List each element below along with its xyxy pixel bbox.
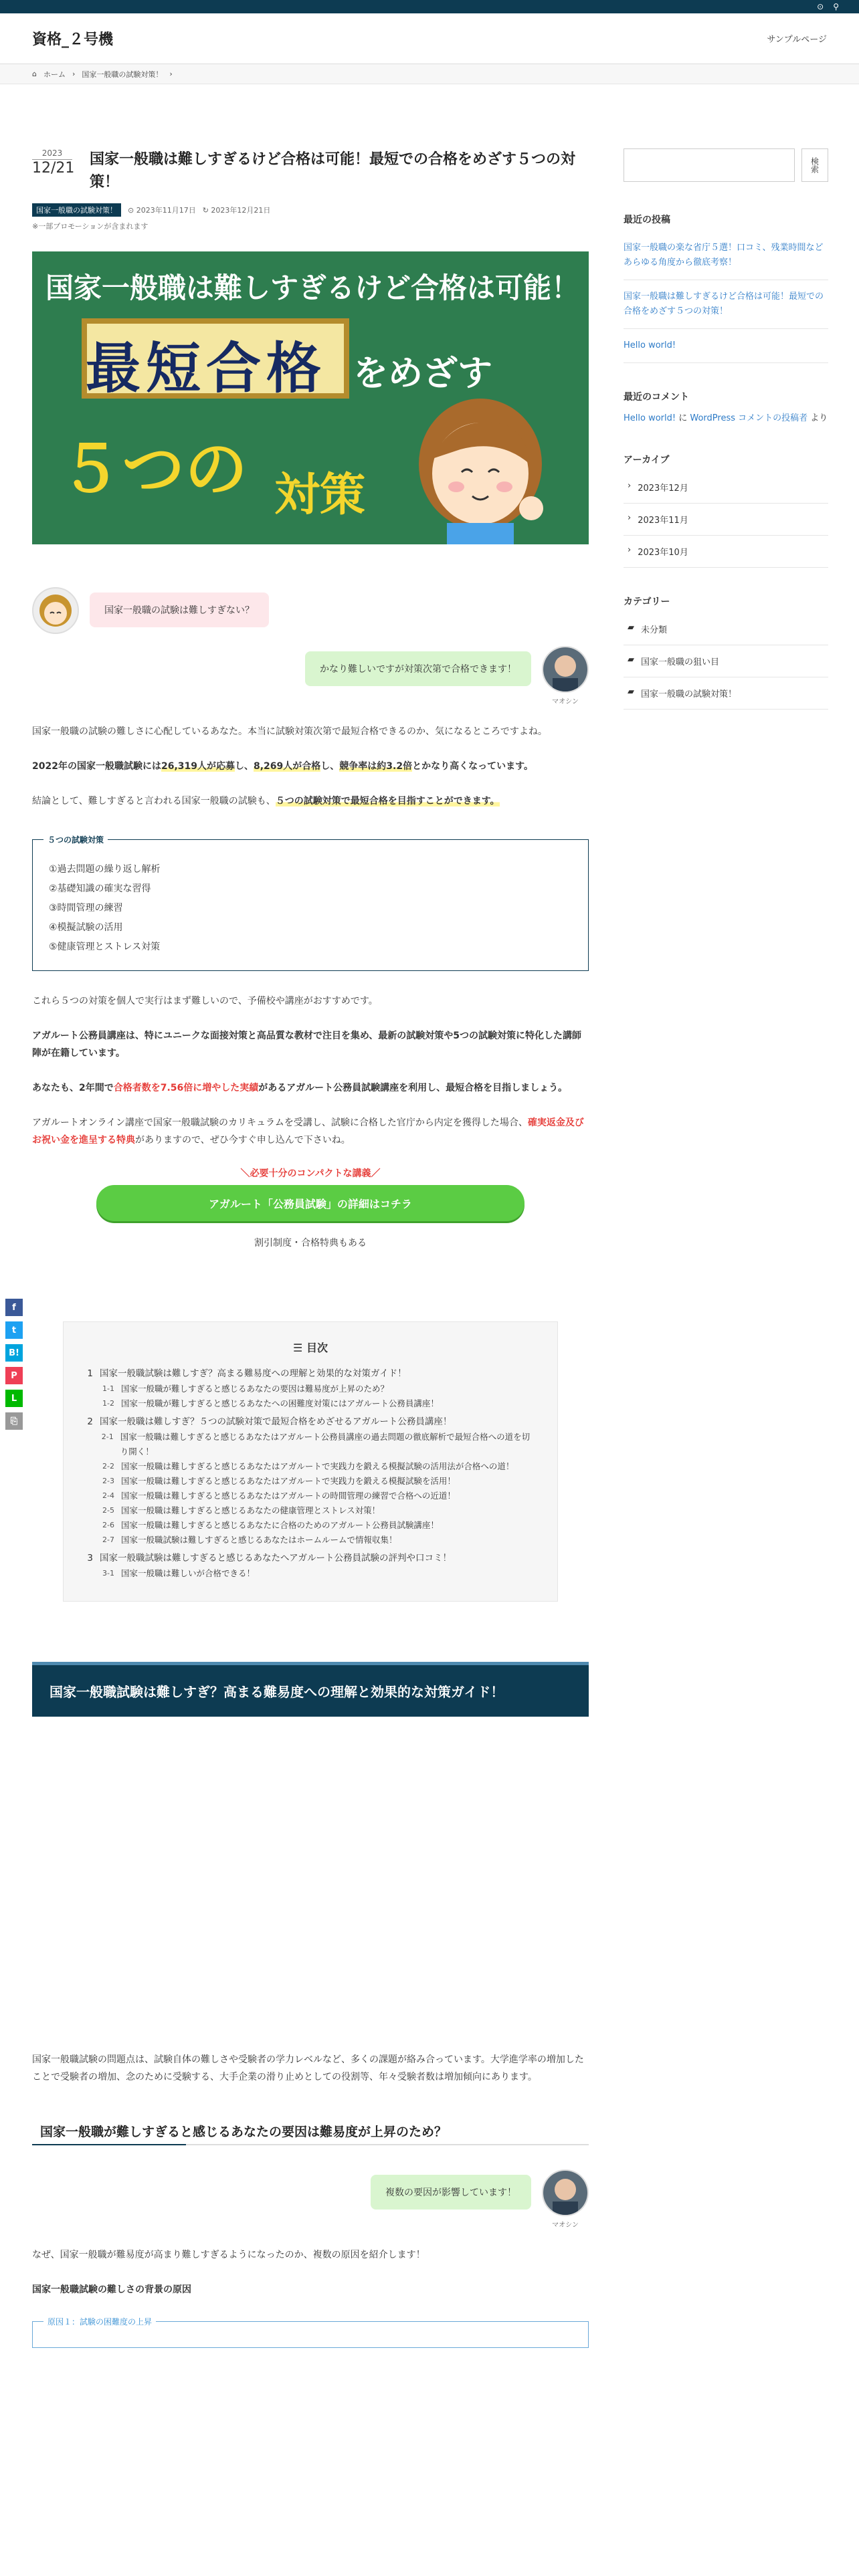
search-widget	[624, 148, 828, 182]
intro-paragraph-1: 国家一般職の試験の難しさに心配しているあなた。本当に試験対策次第で最短合格できるのか、気になるところですよね。	[32, 726, 547, 737]
toc-link[interactable]: 国家一般職試験は難しすぎ？高まる難易度への理解と効果的な対策ガイド！	[100, 1368, 407, 1379]
dialog-answer	[32, 646, 589, 706]
post-date-year: 2023	[41, 148, 63, 158]
toc-number: 2-4	[102, 1491, 114, 1500]
folder-icon: ▰	[628, 623, 634, 633]
recent-post-link[interactable]: Hello world!	[624, 329, 828, 363]
highlight-applicants: 26,319人が応募	[161, 761, 235, 772]
toc-number: 2-7	[102, 1535, 114, 1544]
category-list	[624, 613, 828, 710]
toc-subitem[interactable]	[100, 1533, 537, 1547]
text-segment: がありますので、ぜひ今すぐ申し込んで下さいね。	[135, 1135, 351, 1146]
body-paragraph-5: アガルート公務員講座は、特にユニークな面接対策と高品質な教材で注目を集め、最新の試験対策や5つの試験対策に特化した講師陣が在籍しています。	[32, 1031, 582, 1059]
chevron-right-icon: ›	[628, 513, 632, 523]
intro-paragraph-3	[32, 792, 589, 810]
category-item[interactable]	[624, 645, 828, 677]
bubble-question: 国家一般職の試験は難しすぎない？	[90, 593, 269, 627]
hero-line-2: 最短合格	[86, 337, 327, 401]
toc-link[interactable]: 国家一般職は難しすぎると感じるあなたの健康管理とストレス対策！	[121, 1505, 381, 1515]
nav-item-sample-page[interactable]: サンプルページ	[767, 35, 827, 45]
body-paragraph-7	[32, 1114, 589, 1149]
body-paragraph-6	[32, 1079, 589, 1097]
text-segment: し、	[235, 761, 254, 772]
section-heading: 国家一般職試験は難しすぎ？高まる難易度への理解と効果的な対策ガイド！	[32, 1662, 589, 1717]
archive-label[interactable]: 2023年10月	[638, 548, 688, 558]
post-date	[32, 148, 75, 177]
copy-icon[interactable]: ⎘	[5, 1412, 23, 1430]
toc-subitem[interactable]	[100, 1430, 537, 1459]
ad-space	[32, 1717, 589, 2051]
cta-note: ＼必要十分のコンパクトな講義／	[240, 1168, 381, 1179]
archive-label[interactable]: 2023年11月	[638, 516, 688, 526]
breadcrumb-category[interactable]: 国家一般職の試験対策！	[82, 70, 163, 79]
post-header	[32, 148, 589, 194]
comment-post-link[interactable]: Hello world!	[624, 413, 676, 423]
toc-number: 2-3	[102, 1477, 114, 1485]
toc-subitem[interactable]	[100, 1396, 537, 1411]
cta-button[interactable]: アガルート「公務員試験」の詳細はコチラ	[96, 1185, 524, 1221]
measure-item: ⑤健康管理とストレス対策	[49, 942, 161, 952]
avatar-man	[542, 2169, 589, 2216]
highlight-conclusion: ５つの試験対策で最短合格を目指すことができます。	[275, 796, 500, 807]
recent-post-link[interactable]: 国家一般職は難しすぎるけど合格は可能！最短での合格をめざす５つの対策！	[624, 280, 828, 329]
facebook-icon[interactable]: f	[5, 1299, 23, 1316]
hero-line-4: 対策	[274, 469, 366, 522]
toc-subitem[interactable]	[100, 1489, 537, 1503]
breadcrumb	[0, 64, 859, 84]
toc-link[interactable]: 国家一般職は難しすぎると感じるあなたはアガルート公務員講座の過去問題の徹底解析で最短合格への道を切り開く！	[120, 1432, 531, 1457]
toc-number: 2-5	[102, 1506, 114, 1515]
avatar-author	[542, 2169, 589, 2229]
chevron-right-icon: ›	[628, 481, 632, 491]
post-category-badge[interactable]: 国家一般職の試験対策！	[32, 203, 121, 217]
archive-item[interactable]	[624, 536, 828, 568]
toc-subitem[interactable]	[100, 1459, 537, 1474]
folder-icon: ▰	[628, 655, 634, 665]
text-segment: に	[676, 413, 690, 423]
site-header	[0, 13, 859, 64]
bubble-answer: かなり難しいですが対策次第で合格できます！	[305, 651, 531, 686]
measure-item: ③時間管理の練習	[49, 903, 123, 914]
dialog-reason	[32, 2169, 589, 2229]
archive-item[interactable]	[624, 471, 828, 504]
chevron-right-icon: ›	[628, 545, 632, 555]
post-meta	[32, 203, 589, 217]
avatar-man	[542, 646, 589, 693]
toc-number: 3-1	[102, 1569, 114, 1578]
hatena-icon[interactable]: B!	[5, 1344, 23, 1362]
archive-label[interactable]: 2023年12月	[638, 484, 688, 494]
measures-box	[32, 835, 589, 971]
post-updated-date: ↻ 2023年12月21日	[202, 206, 271, 215]
highlight-achievement: 合格者数を7.56倍に増やした実績	[113, 1083, 259, 1093]
text-segment: より	[807, 413, 828, 423]
author-name: マオシン	[552, 2222, 579, 2229]
category-label[interactable]: 国家一般職の狙い目	[641, 657, 720, 667]
avatar-author	[542, 646, 589, 706]
toc-number: 2-6	[102, 1521, 114, 1529]
archive-title: アーカイブ	[624, 455, 670, 465]
toc-item[interactable]	[84, 1550, 537, 1566]
toc-link[interactable]: 国家一般職は難しすぎると感じるあなたはアガルートで実践力を鍛える模擬試験を活用！	[121, 1476, 456, 1486]
toc-link[interactable]: 国家一般職は難しすぎると感じるあなたはアガルートの時間管理の練習で合格への近道！	[121, 1491, 456, 1501]
highlight-passers: 8,269人が合格	[254, 761, 321, 772]
cta-subtext: 割引制度・合格特典もある	[254, 1238, 367, 1249]
toc-link[interactable]: 国家一般職試験は難しすぎると感じるあなたはホームルームで情報収集！	[121, 1535, 397, 1545]
table-of-contents	[63, 1321, 558, 1602]
category-item[interactable]	[624, 677, 828, 710]
post-title: 国家一般職は難しすぎるけど合格は可能！最短での合格をめざす５つの対策！	[90, 151, 576, 191]
text-segment: があるアガルート公務員試験講座を利用し、最短合格を目指しましょう。	[258, 1083, 568, 1093]
archive-list	[624, 471, 828, 568]
category-label[interactable]: 国家一般職の試験対策！	[641, 689, 737, 700]
avatar-woman	[32, 587, 79, 634]
search-button[interactable]: 検索	[801, 148, 828, 182]
toc-link[interactable]: 国家一般職試験は難しすぎると感じるあなたへアガルート公務員試験の評判や口コミ！	[100, 1553, 452, 1564]
comment-author-link[interactable]: WordPress コメントの投稿者	[690, 413, 808, 423]
intro-paragraph-2	[32, 758, 589, 775]
toc-title: ☰ 目次	[293, 1341, 328, 1354]
toc-subitem[interactable]	[100, 1503, 537, 1518]
toc-number: 1-1	[102, 1384, 114, 1393]
recent-post-link[interactable]: 国家一般職の楽な省庁５選！口コミ、残業時間などあらゆる角度から徹底考察！	[624, 231, 828, 280]
text-segment: アガルートオンライン講座で国家一般職試験のカリキュラムを受講し、試験に合格した官庁から内定を獲得した場合、	[32, 1117, 528, 1128]
breadcrumb-separator: ›	[169, 70, 173, 78]
category-item[interactable]	[624, 613, 828, 645]
recent-comments-title: 最近のコメント	[624, 392, 689, 403]
dialog-question	[32, 587, 589, 634]
text-segment: 2022年の国家一般職試験には	[32, 761, 161, 772]
promo-notice: ※一部プロモーションが含まれます	[32, 222, 149, 231]
share-bar	[5, 1299, 23, 1430]
toc-link[interactable]: 国家一般職は難しいが合格できる！	[121, 1568, 256, 1578]
hero-line-1: 国家一般職は難しすぎるけど合格は可能！	[45, 272, 580, 304]
line-icon[interactable]: L	[5, 1390, 23, 1407]
toc-number: 1	[87, 1368, 93, 1379]
twitter-icon[interactable]: t	[5, 1321, 23, 1339]
toc-number: 2-1	[101, 1432, 114, 1441]
text-segment: とかなり高くなっています。	[412, 761, 533, 772]
highlight-competition: 競争率は約3.2倍	[339, 761, 413, 772]
text-segment: あなたも、2年間で	[32, 1083, 114, 1093]
category-label[interactable]: 未分類	[641, 625, 668, 635]
measures-box-title: ５つの試験対策	[43, 834, 108, 845]
subsection-heading: 国家一般職が難しすぎると感じるあなたの要因は難易度が上昇のため？	[32, 2118, 589, 2145]
sidebar	[624, 148, 828, 710]
recent-comment	[624, 411, 828, 426]
toc-item[interactable]	[84, 1366, 537, 1382]
toc-subitem[interactable]	[100, 1518, 537, 1533]
recent-posts-list	[624, 231, 828, 363]
toc-link[interactable]: 国家一般職が難しすぎると感じるあなたの要因は難易度が上昇のため？	[121, 1384, 389, 1394]
archive-item[interactable]	[624, 504, 828, 536]
measure-item: ②基礎知識の確実な習得	[49, 883, 151, 894]
measure-item: ④模擬試験の活用	[49, 922, 123, 933]
top-bar	[0, 0, 859, 13]
section-paragraph-2: なぜ、国家一般職が難易度が高まり難しすぎるようになったのか、複数の原因を紹介します！	[32, 2250, 425, 2260]
toc-link[interactable]: 国家一般職が難しすぎると感じるあなたへの困難度対策にはアガルート公務員講座！	[121, 1398, 439, 1408]
toc-link[interactable]: 国家一般職は難しすぎると感じるあなたに合格のためのアガルート公務員試験講座！	[121, 1520, 439, 1530]
toc-link[interactable]: 国家一般職は難しすぎ？５つの試験対策で最短合格をめざせるアガルート公務員講座！	[100, 1416, 452, 1427]
text-segment: し、	[320, 761, 340, 772]
reason-box	[32, 2317, 589, 2348]
toc-subitem[interactable]	[100, 1474, 537, 1489]
toc-link[interactable]: 国家一般職は難しすぎると感じるあなたはアガルートで実践力を鍛える模擬試験の活用法が合格への道！	[121, 1461, 514, 1471]
toc-subitem[interactable]	[100, 1566, 537, 1581]
hero-line-2b: をめざす	[353, 354, 493, 394]
toc-subitem[interactable]	[100, 1382, 537, 1396]
girl-illustration	[407, 385, 554, 544]
hero-image	[32, 251, 589, 544]
post-published-date: ⊙ 2023年11月17日	[128, 206, 196, 215]
rss-icon[interactable]: ⊙	[817, 2, 824, 11]
pocket-icon[interactable]: P	[5, 1367, 23, 1384]
toc-number: 1-2	[102, 1399, 114, 1408]
toc-number: 3	[87, 1553, 93, 1564]
folder-icon: ▰	[628, 687, 634, 697]
author-name: マオシン	[552, 698, 579, 706]
search-input[interactable]	[624, 148, 795, 182]
body-paragraph-4: これら５つの対策を個人で実行はまず難しいので、予備校や講座がおすすめです。	[32, 996, 378, 1006]
recent-posts-title: 最近の投稿	[624, 215, 670, 225]
toc-number: 2-2	[102, 1462, 114, 1471]
text-segment: 結論として、難しすぎると言われる国家一般職の試験も、	[32, 796, 276, 807]
breadcrumb-home[interactable]: ホーム	[43, 70, 66, 79]
bubble-reason: 複数の要因が影響しています！	[371, 2175, 531, 2210]
search-icon[interactable]: ⚲	[833, 2, 839, 11]
reason-box-title: 原因１：試験の困難度の上昇	[43, 2316, 156, 2327]
highlight-refund: 確実返金及びお祝い金を進呈する特典	[32, 1117, 584, 1146]
measure-item: ①過去問題の繰り返し解析	[49, 864, 161, 875]
section-paragraph-1: 国家一般職試験の問題点は、試験自体の難しさや受験者の学力レベルなど、多くの課題が絡み合っています。大学進学率の増加したことで受験者の増加、念のために受験する、大手企業の滑り止めとしての役割等、年々受験者数は増加傾向にあります。	[32, 2054, 584, 2082]
toc-number: 2	[87, 1416, 93, 1427]
article	[32, 148, 589, 2348]
category-title: カテゴリー	[624, 597, 670, 607]
breadcrumb-separator: ›	[72, 70, 76, 78]
home-icon: ⌂	[32, 70, 37, 78]
hero-line-3: ５つの	[59, 433, 248, 506]
section-paragraph-3: 国家一般職試験の難しさの背景の原因	[32, 2284, 191, 2295]
post-date-md: 12/21	[32, 160, 75, 177]
toc-item[interactable]	[84, 1414, 537, 1430]
site-title[interactable]: 資格_２号機	[32, 31, 114, 48]
